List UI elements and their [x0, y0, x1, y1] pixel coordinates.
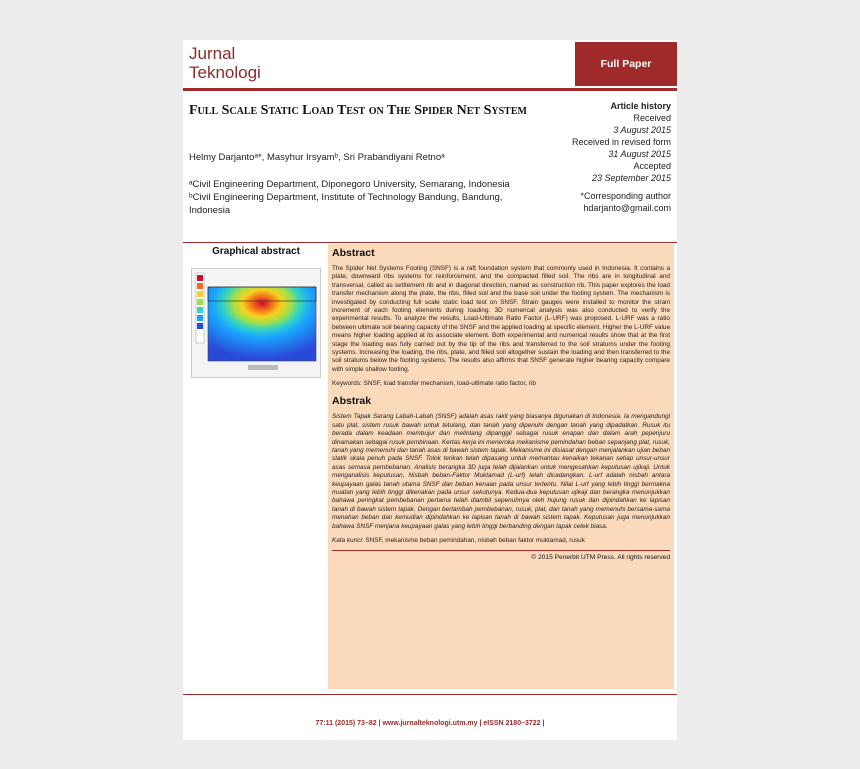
journal-logo	[189, 44, 261, 82]
abstrak-text: Sistem Tapak Sarang Labah-Labah (SNSF) adalah asas rakit yang biasanya digunakan di Indonesia. Ia mengandungi satu plat, sistem rusuk bawah untuk tetulang, dan tanah yang dipenuhi dengan tanah yang dipadatkan. Rusuk itu berada dalam keadaan membujur dan melintang dipanggil sebagai rusuk enapan dan dalam arah pepenjuru dinamakan sebagai rusuk pembinaan. Kertas kerja ini meneroka mekanisme pemindahan beban sepanjang plat, rusuk, tanah yang memenuhi dan tanah asas di bawah sistem tapak. Mekanisme ini disiasat dengan menjalankan ujian beban statik skala penuh pada SNSF. Tolok terikan telah dipasang untuk memantau kenaikan tekanan setiap unsur-unsur asas semasa pembebanan. Analisis berangka 3D juga telah dijalankan untuk mengesahkan keputusan ujikaji. Untuk menganalisis keputusan, Nisbah beban-Faktor Muktamad (L-urf) telah dicadangkan. L-urf adalah nisbah antara keupayaan galas tanah utama SNSF dan beban kenaan pada unsur tertentu. Nilai L-urf yang lebih tinggi bermakna muatan yang lebih tinggi dikenakan pada unsur sekutunya. Kedua-dua keputusan ujikaji dan berangka menunjukkan bahawa peringkat pembebanan pertama telah diambil sepenuhnya oleh hujung rusuk dan dipindahkan ke lapisan tanah di bawah sistem tapak. Dengan bertambah pembebanan, rusuk, plat, dan tanah yang memenuhi bersama-sama menahan beban dan kemudian dipindahkan ke lapisan tanah di bawah sistem tapak. Keputusan juga menunjukkan bahawa SNSF menjana keupayaan galas yang lebih tinggi berbanding dengan tapak cetek biasa.	[332, 413, 670, 530]
author-list: Helmy Darjantoᵃ*, Masyhur Irsyamᵇ, Sri Prabandiyani Retnoᵃ	[189, 152, 445, 163]
graphical-abstract-heading: Graphical abstract	[212, 246, 300, 257]
revised-date: 31 August 2015	[608, 149, 671, 159]
journal-name-line2: Teknologi	[189, 63, 261, 82]
corresponding-email[interactable]: hdarjanto@gmail.com	[583, 203, 671, 213]
abstract-keywords: Keywords: SNSF, load transfer mechanism, load-ultimate ratio factor, rib	[332, 380, 536, 388]
abstract-heading: Abstract	[332, 247, 375, 259]
abstrak-keywords-label: Kata kunci	[332, 536, 362, 544]
full-paper-badge: Full Paper	[575, 42, 677, 86]
contour-plot-image	[192, 269, 320, 377]
received-label: Received	[633, 113, 671, 123]
footer-citation[interactable]: 77:11 (2015) 73–82 | www.jurnalteknologi.utm.my | eISSN 2180–3722 |	[315, 720, 545, 727]
affiliation-a: ᵃCivil Engineering Department, Diponegoro University, Semarang, Indonesia	[189, 179, 510, 190]
accepted-label: Accepted	[633, 161, 671, 171]
graphical-abstract-figure	[191, 268, 321, 378]
abstrak-keywords-list: : SNSF, mekanisme beban pemindahan, nisbah beban faktor muktamad, rusuk	[361, 536, 585, 544]
paper-page	[183, 40, 677, 740]
abstrak-heading: Abstrak	[332, 395, 372, 408]
copyright-divider	[332, 550, 670, 551]
accepted-date: 23 September 2015	[591, 173, 671, 183]
journal-name-line1: Jurnal	[189, 44, 236, 63]
abstrak-keywords	[332, 537, 670, 544]
copyright-notice: © 2015 Penerbit UTM Press. All rights reserved	[531, 553, 670, 561]
header-divider	[183, 88, 677, 91]
history-heading: Article history	[610, 101, 671, 111]
received-date: 3 August 2015	[613, 125, 671, 135]
affiliations	[189, 178, 529, 217]
abstract-text: The Spider Net Systems Footing (SNSF) is a raft foundation system that commonly used in Indonesia. It contains a plate, downward ribs systems for reinforcement, and the compacted filled soil. The ribs are in longitudinal and transversal, called as settlement rib and in diagonal direction, named as construction rib. This paper explores the load transfer mechanism along the plate, the ribs, filled soil and the base soil under the footing system. The mechanism is investigated by conducting full scale static load test on SNSF. Strain gauges were installed to monitor the strain increment of each footing elements during loading. 3D numerical analysis was also conducted to verify the experimental results. To analyze the results, Load-Ultimate Ratio Factor (L-URF) was proposed. L-URF was a ratio between ultimate soil bearing capacity of the SNSF and the applied loading at specific element. Higher the L-URF value means higher loading applied at its associate element. Both experimental and numerical results show that at the first stage the loading was fully carried out by the tip of the ribs and transferred to the soil stratums under the footing systems. Increasing the loading, the ribs, plate, and filled soil altogether sustain the loading and then transferred to the soil stratums below the footing systems. The results also affirms that SNSF generate higher bearing capacity compare with simple shallow footing.	[332, 265, 670, 373]
affiliation-b: ᵇCivil Engineering Department, Institute of Technology Bandung, Bandung, Indonesia	[189, 192, 503, 216]
article-history	[521, 100, 671, 214]
corresponding-author-label: *Corresponding author	[580, 191, 671, 201]
paper-title: Full Scale Static Load Test on The Spider Net System	[189, 103, 527, 118]
revised-label: Received in revised form	[571, 137, 671, 147]
footer-divider	[183, 694, 677, 695]
section-divider	[183, 242, 677, 243]
abstract-panel	[328, 244, 674, 689]
